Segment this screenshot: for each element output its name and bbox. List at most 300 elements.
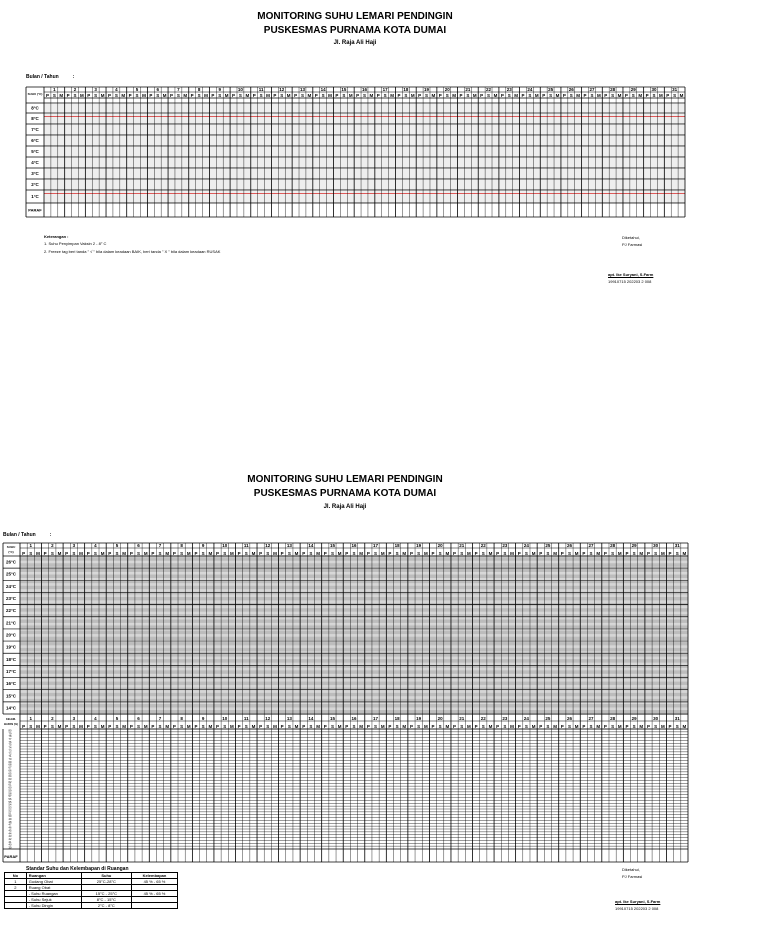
day-number-label: 21 bbox=[465, 87, 471, 92]
day-number-label: 8 bbox=[180, 543, 183, 548]
shift-label: P bbox=[323, 724, 327, 729]
shift-label: M bbox=[316, 551, 320, 556]
shift-label: P bbox=[583, 93, 587, 98]
bottom-temp-label: 25°C bbox=[5, 571, 17, 577]
shift-label: S bbox=[73, 93, 77, 98]
shift-label: P bbox=[314, 93, 318, 98]
shift-label: S bbox=[115, 724, 119, 729]
shift-label: S bbox=[158, 724, 162, 729]
standard-table-cell: - Suhu Ruangan bbox=[26, 891, 81, 897]
day-number-label: 18 bbox=[394, 716, 400, 721]
shift-label: S bbox=[611, 724, 615, 729]
day-number-label: 16 bbox=[351, 716, 357, 721]
shift-label: P bbox=[345, 724, 349, 729]
day-number-label: 18 bbox=[403, 87, 409, 92]
shift-label: M bbox=[273, 724, 277, 729]
shift-label: M bbox=[445, 724, 450, 729]
day-number-label: 6 bbox=[156, 87, 159, 92]
shift-label: P bbox=[668, 724, 672, 729]
top-paraf-label: PARAF bbox=[28, 207, 42, 213]
shift-label: P bbox=[149, 93, 153, 98]
shift-label: S bbox=[589, 551, 593, 556]
day-number-label: 29 bbox=[630, 87, 636, 92]
bottom-title-line2: PUSKESMAS PURNAMA KOTA DUMAI bbox=[253, 488, 437, 499]
top-signer-name: apt. Ike Suryani, S.Farm bbox=[608, 272, 654, 277]
shift-label: S bbox=[50, 551, 54, 556]
shift-label: S bbox=[466, 93, 470, 98]
day-number-label: 23 bbox=[502, 543, 508, 548]
bottom-hum-label: 46 bbox=[8, 826, 12, 830]
shift-label: P bbox=[603, 551, 607, 556]
shift-label: S bbox=[590, 93, 594, 98]
day-number-label: 26 bbox=[566, 716, 572, 721]
day-number-label: 8 bbox=[180, 716, 183, 721]
shift-label: P bbox=[194, 724, 198, 729]
shift-label: S bbox=[546, 551, 550, 556]
shift-label: M bbox=[467, 724, 471, 729]
shift-label: S bbox=[654, 724, 658, 729]
shift-label: S bbox=[507, 93, 511, 98]
bottom-hum-label: 67 bbox=[8, 766, 12, 770]
shift-label: P bbox=[323, 551, 327, 556]
day-number-label: 22 bbox=[480, 543, 486, 548]
bottom-hum-label: 52 bbox=[8, 809, 12, 813]
shift-label: P bbox=[108, 551, 112, 556]
shift-label: S bbox=[72, 551, 76, 556]
day-number-label: 20 bbox=[437, 543, 443, 548]
shift-label: P bbox=[539, 551, 543, 556]
day-number-label: 22 bbox=[486, 87, 492, 92]
shift-label: P bbox=[560, 724, 564, 729]
day-number-label: 20 bbox=[437, 716, 443, 721]
day-number-label: 31 bbox=[674, 716, 680, 721]
shift-label: M bbox=[100, 551, 105, 556]
bottom-hum-label: 60 bbox=[8, 786, 12, 790]
bottom-hum-label: 80 bbox=[8, 729, 12, 733]
bottom-signer-nip: 19910715 202203 2 008 bbox=[615, 906, 659, 911]
shift-label: S bbox=[330, 724, 334, 729]
shift-label: M bbox=[380, 724, 385, 729]
bottom-signer-name: apt. Ike Suryani, S.Farm bbox=[615, 899, 661, 904]
bottom-hum-label: 48 bbox=[8, 820, 12, 824]
shift-label: M bbox=[251, 724, 256, 729]
standard-table bbox=[4, 872, 178, 909]
shift-label: S bbox=[567, 551, 571, 556]
day-number-label: 10 bbox=[237, 87, 243, 92]
bottom-hum-label: 75 bbox=[8, 743, 12, 747]
top-notes-title: Keterangan : bbox=[44, 234, 69, 239]
bottom-temp-label: 19°C bbox=[5, 644, 17, 650]
bottom-known-label: Diketahui, bbox=[622, 867, 640, 872]
shift-label: S bbox=[652, 93, 656, 98]
top-temp-label: 7°C bbox=[31, 127, 39, 132]
day-number-label: 21 bbox=[459, 716, 465, 721]
shift-label: M bbox=[307, 93, 312, 98]
top-address: Jl. Raja Ali Haji bbox=[333, 40, 377, 46]
bottom-hum-label: 53 bbox=[8, 806, 12, 810]
shift-label: S bbox=[632, 724, 636, 729]
shift-label: P bbox=[409, 551, 413, 556]
shift-label: P bbox=[128, 93, 132, 98]
shift-label: P bbox=[335, 93, 339, 98]
shift-label: P bbox=[517, 551, 521, 556]
day-number-label: 6 bbox=[137, 543, 140, 548]
shift-label: S bbox=[29, 551, 33, 556]
shift-label: M bbox=[337, 724, 342, 729]
shift-label: P bbox=[666, 93, 670, 98]
day-number-label: 12 bbox=[265, 716, 271, 721]
day-number-label: 23 bbox=[502, 716, 508, 721]
shift-label: M bbox=[80, 93, 84, 98]
shift-label: M bbox=[359, 724, 364, 729]
shift-label: S bbox=[342, 93, 346, 98]
day-number-label: 24 bbox=[527, 87, 533, 92]
shift-label: S bbox=[546, 724, 550, 729]
shift-label: M bbox=[57, 551, 62, 556]
standard-table-cell: Gudang Obat bbox=[26, 879, 81, 885]
shift-label: S bbox=[321, 93, 325, 98]
shift-label: S bbox=[524, 551, 528, 556]
shift-label: M bbox=[328, 93, 332, 98]
shift-label: M bbox=[273, 551, 277, 556]
standard-table-cell bbox=[131, 903, 177, 909]
shift-label: P bbox=[22, 724, 26, 729]
day-number-label: 11 bbox=[243, 716, 249, 721]
standard-table-cell: - Suhu Dingin bbox=[26, 903, 81, 909]
top-header-label: SUHU (°C) bbox=[27, 92, 43, 96]
shift-label: M bbox=[596, 724, 601, 729]
shift-label: M bbox=[639, 724, 644, 729]
top-role: PJ Farmasi bbox=[622, 242, 643, 247]
bottom-temp-label: 17°C bbox=[5, 668, 17, 674]
shift-label: M bbox=[574, 551, 579, 556]
shift-label: M bbox=[514, 93, 519, 98]
shift-label: S bbox=[158, 551, 162, 556]
shift-label: P bbox=[376, 93, 380, 98]
shift-label: M bbox=[230, 724, 234, 729]
shift-label: P bbox=[388, 724, 392, 729]
shift-label: S bbox=[675, 551, 679, 556]
shift-label: M bbox=[251, 551, 256, 556]
day-number-label: 11 bbox=[243, 543, 249, 548]
bottom-paraf-label: PARAF bbox=[4, 854, 18, 859]
shift-label: P bbox=[496, 724, 500, 729]
standard-table-cell: No bbox=[5, 873, 27, 879]
shift-label: S bbox=[438, 724, 442, 729]
shift-label: P bbox=[560, 551, 564, 556]
shift-label: M bbox=[359, 551, 364, 556]
shift-label: S bbox=[218, 93, 222, 98]
day-number-label: 22 bbox=[480, 716, 486, 721]
shift-label: P bbox=[645, 93, 649, 98]
day-number-label: 7 bbox=[158, 716, 162, 721]
shift-label: S bbox=[156, 93, 160, 98]
shift-label: S bbox=[362, 93, 367, 98]
shift-label: P bbox=[237, 551, 241, 556]
shift-label: P bbox=[431, 724, 435, 729]
bottom-hum-label: 54 bbox=[8, 803, 12, 807]
shift-label: P bbox=[356, 93, 360, 98]
shift-label: S bbox=[383, 93, 387, 98]
shift-label: M bbox=[294, 724, 299, 729]
bottom-hum-label: 79 bbox=[8, 732, 12, 736]
bottom-temp-label: 16°C bbox=[5, 681, 17, 687]
bottom-hum-label: 77 bbox=[8, 738, 12, 742]
day-number-label: 28 bbox=[610, 716, 616, 721]
shift-label: M bbox=[660, 724, 665, 729]
day-number-label: 6 bbox=[137, 716, 140, 721]
shift-label: S bbox=[197, 93, 201, 98]
top-temp-label: 3°C bbox=[31, 171, 39, 176]
shift-label: S bbox=[266, 551, 270, 556]
day-number-label: 2 bbox=[73, 87, 77, 92]
day-number-label: 17 bbox=[373, 543, 379, 548]
shift-label: S bbox=[176, 93, 180, 98]
shift-label: P bbox=[237, 724, 241, 729]
bottom-hum-label: 42 bbox=[8, 838, 12, 842]
shift-label: S bbox=[114, 93, 118, 98]
bottom-hum-label: 64 bbox=[8, 775, 12, 779]
shift-label: S bbox=[266, 724, 270, 729]
standard-table-cell: - Suhu Sejuk bbox=[26, 897, 81, 903]
shift-label: P bbox=[668, 551, 672, 556]
shift-label: S bbox=[352, 551, 356, 556]
shift-label: M bbox=[445, 551, 450, 556]
shift-label: M bbox=[410, 93, 415, 98]
bottom-hum-label: 69 bbox=[8, 760, 12, 764]
bottom-temp-label: 23°C bbox=[5, 596, 17, 602]
bottom-hum-label: 63 bbox=[8, 778, 12, 782]
standard-table-cell bbox=[5, 903, 27, 909]
bottom-hum-label: 43 bbox=[8, 835, 12, 839]
shift-label: P bbox=[43, 551, 47, 556]
bottom-temp-label: 24°C bbox=[5, 583, 17, 589]
shift-label: S bbox=[72, 724, 76, 729]
bottom-hum-label: 41 bbox=[8, 840, 12, 844]
day-number-label: 1 bbox=[53, 87, 56, 92]
day-number-label: 10 bbox=[222, 543, 228, 548]
shift-label: P bbox=[211, 93, 215, 98]
day-number-label: 25 bbox=[548, 87, 554, 92]
shift-label: M bbox=[230, 551, 234, 556]
bottom-temp-header-b: (°C) bbox=[8, 550, 14, 554]
shift-label: M bbox=[402, 724, 407, 729]
standard-table-title: Standar Suhu dan Kelembapan di Ruangan bbox=[26, 866, 129, 872]
day-number-label: 26 bbox=[566, 543, 572, 548]
shift-label: M bbox=[660, 551, 665, 556]
bottom-title-line1: MONITORING SUHU LEMARI PENDINGIN bbox=[247, 474, 443, 485]
shift-label: S bbox=[445, 93, 449, 98]
top-period-label: Bulan / Tahun : bbox=[26, 74, 75, 80]
shift-label: P bbox=[170, 93, 174, 98]
shift-label: M bbox=[574, 724, 579, 729]
shift-label: S bbox=[244, 551, 248, 556]
shift-label: M bbox=[659, 93, 663, 98]
shift-label: P bbox=[65, 551, 69, 556]
shift-label: P bbox=[625, 551, 629, 556]
standard-table-cell: Ruangan bbox=[26, 873, 81, 879]
shift-label: S bbox=[404, 93, 408, 98]
bottom-address: Jl. Raja Ali Haji bbox=[323, 504, 367, 510]
shift-label: S bbox=[549, 93, 553, 98]
shift-label: M bbox=[266, 93, 270, 98]
top-temp-label: 6°C bbox=[31, 138, 39, 143]
day-number-label: 31 bbox=[672, 87, 678, 92]
top-title-line1: MONITORING SUHU LEMARI PENDINGIN bbox=[257, 11, 453, 22]
shift-label: P bbox=[45, 93, 49, 98]
bottom-hum-label: 73 bbox=[8, 749, 12, 753]
top-temp-label: 8°C bbox=[31, 116, 39, 121]
shift-label: S bbox=[93, 724, 97, 729]
shift-label: S bbox=[460, 551, 464, 556]
shift-label: P bbox=[259, 551, 263, 556]
day-number-label: 5 bbox=[115, 543, 119, 548]
shift-label: S bbox=[135, 93, 139, 98]
day-number-label: 27 bbox=[588, 543, 594, 548]
shift-label: S bbox=[438, 551, 442, 556]
shift-label: M bbox=[639, 551, 644, 556]
shift-label: M bbox=[638, 93, 643, 98]
shift-label: M bbox=[431, 93, 436, 98]
shift-label: M bbox=[380, 551, 385, 556]
shift-label: M bbox=[348, 93, 353, 98]
bottom-hum-label: 51 bbox=[8, 812, 12, 816]
shift-label: P bbox=[194, 551, 198, 556]
shift-label: P bbox=[646, 551, 651, 556]
shift-label: P bbox=[86, 551, 90, 556]
shift-label: M bbox=[122, 724, 127, 729]
day-number-label: 24 bbox=[523, 543, 529, 548]
bottom-hum-label: 74 bbox=[8, 746, 12, 750]
bottom-temp-label: 14°C bbox=[5, 705, 17, 711]
shift-label: S bbox=[611, 93, 615, 98]
shift-label: M bbox=[488, 724, 493, 729]
shift-label: S bbox=[374, 724, 378, 729]
bottom-hum-label: 68 bbox=[8, 763, 12, 767]
day-number-label: 4 bbox=[94, 716, 97, 721]
bottom-hum-label: 58 bbox=[8, 792, 12, 796]
top-temp-label: 8°C bbox=[31, 105, 39, 111]
shift-label: S bbox=[330, 551, 334, 556]
bottom-temp-label: 22°C bbox=[5, 608, 17, 614]
shift-label: P bbox=[273, 93, 277, 98]
day-number-label: 30 bbox=[653, 543, 659, 548]
shift-label: M bbox=[553, 724, 557, 729]
shift-label: M bbox=[186, 551, 191, 556]
shift-label: M bbox=[531, 724, 536, 729]
shift-label: P bbox=[366, 551, 370, 556]
day-number-label: 5 bbox=[115, 716, 119, 721]
shift-label: S bbox=[528, 93, 532, 98]
shift-label: S bbox=[223, 724, 227, 729]
shift-label: P bbox=[625, 724, 629, 729]
shift-label: S bbox=[259, 93, 263, 98]
day-number-label: 29 bbox=[631, 543, 637, 548]
shift-label: M bbox=[596, 551, 601, 556]
shift-label: M bbox=[337, 551, 342, 556]
shift-label: M bbox=[36, 724, 40, 729]
shift-label: P bbox=[366, 724, 370, 729]
shift-label: M bbox=[682, 724, 687, 729]
shift-label: S bbox=[395, 551, 399, 556]
shift-label: P bbox=[438, 93, 442, 98]
shift-label: P bbox=[562, 93, 566, 98]
shift-label: P bbox=[496, 551, 500, 556]
shift-label: P bbox=[418, 93, 422, 98]
shift-label: S bbox=[395, 724, 399, 729]
day-number-label: 2 bbox=[51, 716, 54, 721]
shift-label: M bbox=[553, 551, 557, 556]
bottom-temp-label: 18°C bbox=[5, 656, 17, 662]
shift-label: S bbox=[50, 724, 54, 729]
bottom-hum-label: 65 bbox=[8, 772, 12, 776]
shift-label: M bbox=[208, 551, 213, 556]
shift-label: M bbox=[682, 551, 687, 556]
day-number-label: 7 bbox=[158, 543, 162, 548]
shift-label: P bbox=[151, 724, 155, 729]
shift-label: S bbox=[567, 724, 571, 729]
shift-label: M bbox=[452, 93, 456, 98]
standard-table-cell: 45 % - 65 % bbox=[131, 879, 177, 885]
day-number-label: 29 bbox=[631, 716, 637, 721]
shift-label: S bbox=[137, 724, 141, 729]
day-number-label: 8 bbox=[197, 87, 201, 92]
bottom-role: PJ Farmasi bbox=[622, 874, 643, 879]
day-number-label: 11 bbox=[258, 87, 264, 92]
standard-table-cell: Ruang Obat bbox=[26, 885, 81, 891]
bottom-hum-header-a: KELEM- bbox=[6, 718, 16, 721]
shift-label: P bbox=[517, 724, 521, 729]
shift-label: S bbox=[417, 724, 421, 729]
day-number-label: 14 bbox=[320, 87, 326, 92]
day-number-label: 14 bbox=[308, 716, 314, 721]
day-number-label: 3 bbox=[72, 543, 76, 548]
day-number-label: 19 bbox=[416, 716, 422, 721]
day-number-label: 28 bbox=[610, 87, 616, 92]
shift-label: P bbox=[302, 551, 306, 556]
day-number-label: 9 bbox=[201, 716, 205, 721]
standard-table-cell: 1 bbox=[5, 879, 27, 885]
bottom-hum-label: 56 bbox=[8, 798, 12, 802]
shift-label: M bbox=[402, 551, 407, 556]
bottom-hum-label: 39 bbox=[8, 846, 12, 850]
shift-label: M bbox=[369, 93, 374, 98]
shift-label: S bbox=[287, 724, 291, 729]
bottom-period-label: Bulan / Tahun : bbox=[3, 532, 52, 538]
shift-label: M bbox=[143, 551, 148, 556]
shift-label: M bbox=[59, 93, 64, 98]
shift-label: M bbox=[472, 93, 477, 98]
shift-label: M bbox=[36, 551, 40, 556]
shift-label: M bbox=[165, 724, 170, 729]
shift-label: P bbox=[43, 724, 47, 729]
day-number-label: 25 bbox=[545, 716, 551, 721]
shift-label: P bbox=[22, 551, 26, 556]
day-number-label: 15 bbox=[341, 87, 347, 92]
bottom-hum-label: 47 bbox=[8, 823, 12, 827]
shift-label: S bbox=[417, 551, 421, 556]
standard-table-row bbox=[5, 903, 178, 909]
shift-label: P bbox=[86, 724, 90, 729]
bottom-temp-label: 20°C bbox=[5, 632, 17, 638]
shift-label: P bbox=[453, 551, 457, 556]
day-number-label: 17 bbox=[373, 716, 379, 721]
shift-label: M bbox=[165, 551, 170, 556]
standard-table-cell: Suhu bbox=[81, 873, 131, 879]
shift-label: M bbox=[245, 93, 250, 98]
shift-label: M bbox=[204, 93, 208, 98]
shift-label: M bbox=[100, 93, 105, 98]
